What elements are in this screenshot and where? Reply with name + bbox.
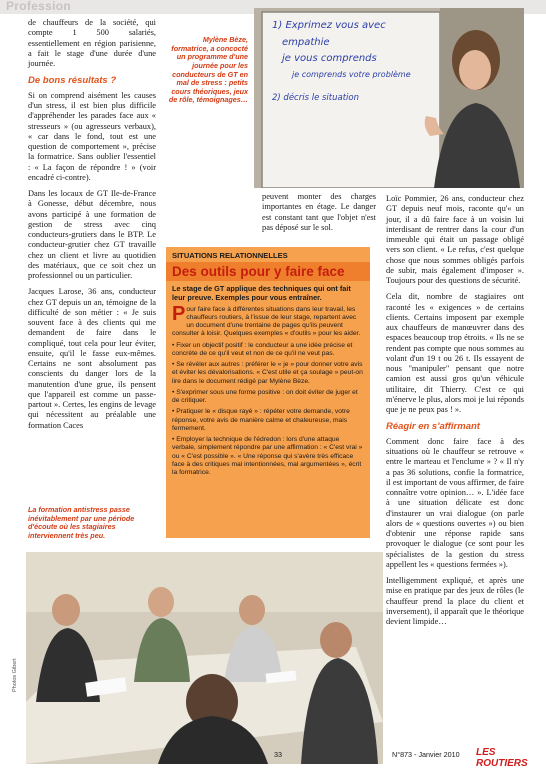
paragraph: Jacques Larose, 36 ans, conducteur chez GT depuis un an, témoigne de la difficulté de son métier : « Je suis souvent face à des clients qui me demandent de faire dans le compliqué, tout cela pour leur éviter, ensuite, qu'il le fasse eux-mêmes. Certains ne sont absolument pas conscients du danger lors de la manutention d'une grue, ils pensent que l'appareil est comme un passe-partout ». Certes, les engins de levage qui nécessitent au préalable une formation Caces: [28, 287, 156, 430]
subhead-reagir: Réagir en s'affirmant: [386, 421, 480, 433]
trainer-photo: [254, 8, 524, 188]
paragraph: Cela dit, nombre de stagiaires ont raconté les « exigences » de certains clients. Certains imposent par exemple aux chauffeurs de manœuvrer dans des espaces beaucoup trop étroits. « Ils ne se rendent pas compte que nous sommes au volant d'un 19 t ou 26 t. Ils essayent de nous "manipuler" pensant que notre camion est aussi gros qu'un véhicule utilitaire, dit Thierry. C'est ce qui m'énerve le plus, alors moi je lui réponds que je ne peux pas ! ».: [386, 292, 524, 414]
box-paragraph: • Se révéler aux autres : préférer le « je » pour donner votre avis et éviter les dévalorisations. « C'est utile et ça soulage » peut-on lire dans le document rédigé par Mylène Bèze.: [172, 361, 363, 385]
issue-label: N°873 - Janvier 2010: [392, 750, 460, 759]
trainees-photo-illustration: [26, 552, 383, 764]
tips-box: [166, 247, 370, 538]
rubric-label: Profession: [6, 0, 72, 13]
box-paragraph: • S'exprimer sous une forme positive : on doit éviter de juger et de critiquer.: [172, 388, 358, 405]
column-middle-top: [262, 192, 376, 239]
whiteboard-line: 1) Exprimez vous avec: [272, 20, 386, 31]
photo-caption-top: Mylène Bèze, formatrice, a concocté un programme d'une journée pour les conducteurs de GT en mal de stress : petits cours théoriques, jeux de rôle, témoignages…: [168, 35, 248, 105]
paragraph: Comment donc faire face à des situations où le chauffeur se retrouve « entre le marteau et l'enclume » ? « Il n'y a pas 36 solutions, confie la formatrice, il est important de vous affirmer, de faire connaître votre opinion… ». L'idée face à une situation délicate est donc d'instaurer un vrai dialogue (on parle alors de « questions ouvertes ») ou bien d'obtenir une réponse rapide sans provoquer le dialogue (ce sont pour les spécialistes de la gestion du stress appellent les « questions fermées »).: [386, 436, 524, 569]
box-paragraph: our faire face à différentes situations dans leur travail, les chauffeurs routiers, à l'issue de leur stage, repartent avec un document d'une trentaine de pages qu'ils peuvent consulter à loisir. Quelques exemples « d'outils » pour les aider.: [172, 305, 361, 338]
column-right: [386, 194, 524, 633]
dropcap: P: [172, 302, 186, 325]
box-paragraph: • Fixer un objectif positif : le conducteur a une idée précise et concrète de ce qu'il veut et non de ce qu'il ne veut pas.: [172, 341, 353, 357]
whiteboard-line: je vous comprends: [282, 53, 377, 64]
lead-paragraph: de chauffeurs de la société, qui compte 1 500 salariés, essentiellement en région parisienne, a fait le stage d'une durée d'une journée.: [28, 18, 156, 68]
paragraph: Si on comprend aisément les causes d'un stress, il est bien plus difficile d'appréhender les parades face aux « stresseurs » (ou agresseurs verbaux), « car dans le fond, tout est une question de comportement », précise la formatrice. Sans oublier l'essentiel : « La façon de répondre ! » (voir encadré ci-contre).: [28, 90, 156, 182]
box-paragraph: • Employer la technique de l'édredon : lors d'une attaque verbale, simplement répondre par une affirmation : « C'est vrai » ou « C'est possible ». « Une réponse qui s'avère très efficace face à des critiques mal intentionnées, mal argumentées », écrit la formatrice.: [172, 436, 363, 476]
column-left: [28, 18, 156, 437]
page-number: 33: [274, 750, 282, 759]
box-kicker: SITUATIONS RELATIONNELLES: [172, 251, 288, 260]
paragraph: Intelligemment expliqué, et après une mise en pratique par des jeux de rôles (le chauffeur prend la place du client et inversement), il apparaît que le théorique devient limpide…: [386, 576, 524, 627]
box-body: [166, 302, 370, 477]
box-intro: Le stage de GT applique des techniques qui ont fait leur preuve. Exemples pour vous entraîner.: [172, 284, 351, 302]
paragraph: Dans les locaux de GT Ile-de-France à Gonesse, début décembre, nous avons participé à une formation de gestion de stress avec cinq conducteurs-grutiers dans le BTP. Le conducteur-grutier chez GT travaille chez un client et livre au quotidien des matériaux, que ce soit chez un professionnel ou un particulier.: [28, 189, 156, 281]
whiteboard-line: 2) décris le situation: [272, 92, 360, 103]
photo-credit: Photos Gibert: [12, 658, 18, 692]
paragraph: Loïc Pommier, 26 ans, conducteur chez GT depuis neuf mois, raconte qu'« un jour, il a dû faire face à un voisin lui interdisant de rentrer dans la cour d'un immeuble qui était un passage obligé vers son client. « Le refus, c'est quelque chose que nous sommes obligés parfois de subir, mais également d'imposer ». Toujours pour des questions de sécurité.: [386, 194, 524, 285]
trainees-photo: [26, 552, 383, 764]
brand-logo: LES ROUTIERS: [476, 747, 528, 769]
photo-caption-bottom: La formation antistress passe inévitablement par une période d'écoute où les stagiaires interviennent très peu.: [28, 505, 135, 540]
subhead-resultats: De bons résultats ?: [28, 75, 117, 87]
box-title: Des outils pour y faire face: [166, 262, 370, 281]
whiteboard-line: je comprends votre problème: [292, 69, 411, 79]
box-paragraph: • Pratiquer le « disque rayé » : répéter votre demande, votre réponse, votre avis de manière calme et chaleureuse, mais fermement.: [172, 408, 350, 432]
paragraph: peuvent monter des charges importantes en étage. Le danger est constant tant que l'objet n'est pas déposé sur le sol.: [262, 192, 376, 232]
whiteboard-line: empathie: [282, 36, 330, 48]
